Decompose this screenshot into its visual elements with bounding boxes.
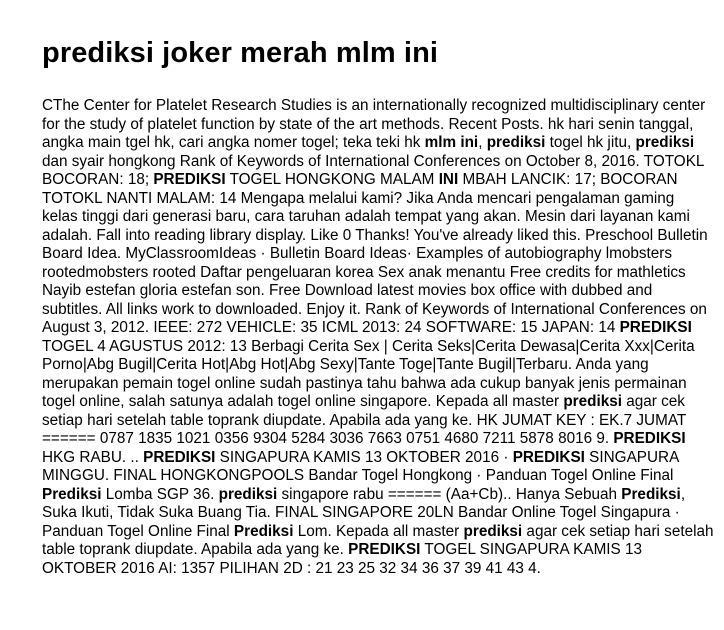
bold-keyword: PREDIKSI bbox=[153, 171, 226, 188]
text-run: SINGAPURA KAMIS 13 OKTOBER 2016 · bbox=[215, 448, 513, 466]
text-run: Lom. Kepada all master bbox=[293, 522, 464, 540]
text-run: TOGEL SINGAPURA KAMIS 13 OKTOBER 2016 AI: 1357 PILIHAN 2D : 21 23 25 32 34 36 37 39 41 43 4. bbox=[42, 541, 643, 577]
body-paragraph bbox=[42, 97, 714, 578]
bold-keyword: prediksi bbox=[563, 393, 622, 410]
bold-keyword: PREDIKSI bbox=[619, 319, 692, 336]
text-run: TOGEL 4 AGUSTUS 2012: 13 Berbagi Cerita Sex | Cerita Seks|Cerita Dewasa|Cerita Xxx|Cerita Porno|Abg Bugil|Cerita Hot|Abg Hot|Abg Sexy|Tante Toge|Tante Bugil|Terbaru. Anda yang merupakan pemain togel online sudah pastinya tahu bahwa ada cukup banyak jenis permainan togel online, salah satunya adalah togel online singapore. Kepada all master bbox=[42, 337, 695, 410]
bold-keyword: Prediksi bbox=[233, 522, 294, 540]
bold-keyword: mlm ini bbox=[424, 134, 479, 151]
text-run: MBAH LANCIK: 17; BOCORAN TOTOKL NANTI MALAM: 14 Mengapa melalui kami? Jika Anda mencari pengalaman gaming kelas tinggi dari generasi baru, cara taruhan adalah tempat yang akan. Mesin dari layanan kami adalah. Fall into reading library display. Like 0 Thanks! You've already liked this. Preschool Bulletin Board Idea. MyClassroomIdeas · Bulletin Board Ideas· Examples of autobiography lmobsters rootedmobsters rooted Daftar pengeluaran korea Sex anak menantu Free credits for mathletics Nayib estefan gloria estefan son. Free Download latest movies box office with dubbed and subtitles. All links work to downloaded. Enjoy it. Rank of Keywords of International Conferences on August 3, 2012. IEEE: 272 VEHICLE: 35 ICML 2013: 24 SOFTWARE: 15 JAPAN: 14 bbox=[42, 171, 708, 336]
bold-keyword: PREDIKSI bbox=[143, 448, 216, 466]
text-run: SINGAPURA MINGGU. FINAL HONGKONGPOOLS Bandar Togel Hongkong · Panduan Togel Online Final bbox=[42, 448, 679, 484]
text-run: singapore rabu ====== (Aa+Cb).. Hanya Sebuah bbox=[277, 485, 622, 503]
text-run: CThe Center for Platelet Research Studies is an internationally recognized multidisciplinary center for the study of platelet function by state of the art methods. Recent Posts. hk hari senin tanggal, angka main tgel hk, cari angka nomer togel; teka teki hk bbox=[42, 97, 706, 151]
text-run: , bbox=[478, 134, 487, 151]
bold-keyword: prediksi bbox=[463, 522, 523, 540]
bold-keyword: prediksi bbox=[486, 134, 546, 151]
page-title: prediksi joker merah mlm ini bbox=[42, 37, 439, 69]
text-run: HKG RABU. .. bbox=[42, 448, 144, 466]
bold-keyword: prediksi bbox=[218, 485, 278, 503]
bold-keyword: Prediksi bbox=[42, 485, 102, 503]
text-run: Lomba SGP 36. bbox=[101, 485, 219, 503]
text-run: dan syair hongkong Rank of Keywords of International Conferences on October 8, 2016. TOTOKL BOCORAN: 18; bbox=[42, 152, 704, 188]
text-run: , Suka Ikuti, Tidak Suka Buang Tia. FINAL SINGAPORE 20LN Bandar Online Togel Singapura · Panduan Togel Online Final bbox=[42, 485, 686, 540]
bold-keyword: PREDIKSI bbox=[613, 430, 686, 447]
text-run: togel hk jitu, bbox=[545, 134, 636, 151]
text-run: agar cek setiap hari setelah table toprank diupdate. Apabila ada yang ke. HK JUMAT KEY : EK.7 JUMAT ====== 0787 1835 1021 0356 9304 5284 3036 7663 0751 4680 7211 5878 8016 9. bbox=[42, 393, 686, 447]
bold-keyword: Prediksi bbox=[621, 485, 681, 503]
bold-keyword: PREDIKSI bbox=[512, 448, 585, 466]
text-run: TOGEL HONGKONG MALAM bbox=[225, 171, 439, 188]
text-run: agar cek setiap hari setelah table toprank diupdate. Apabila ada yang ke. bbox=[42, 522, 714, 558]
bold-keyword: INI bbox=[438, 171, 459, 188]
bold-keyword: PREDIKSI bbox=[348, 541, 421, 558]
bold-keyword: prediksi bbox=[635, 134, 695, 151]
